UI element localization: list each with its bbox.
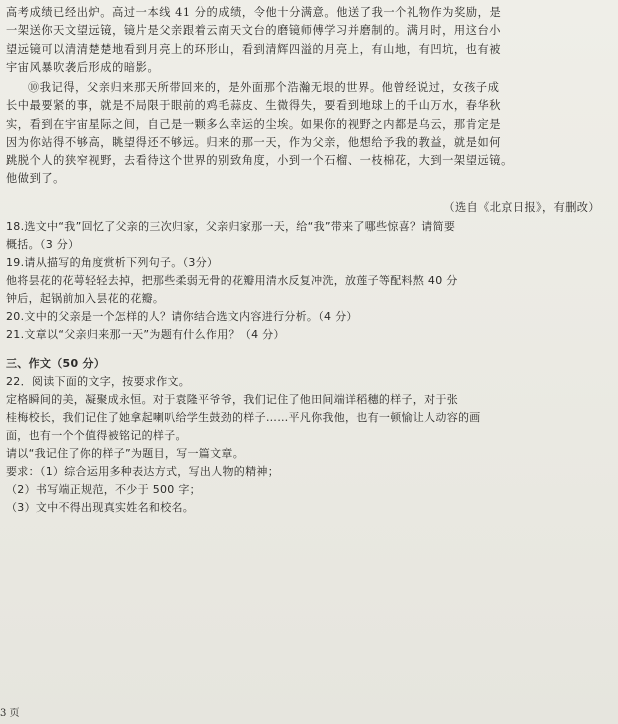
question-line: 18.选文中“我”回忆了父亲的三次归家，父亲归家那一天，给“我”带来了哪些惊喜？请简要 (6, 220, 456, 233)
composition-section (6, 355, 608, 517)
requirement-1: 要求：（1）综合运用多种表达方式，写出人物的精神； (6, 465, 279, 478)
prompt-line: 定格瞬间的美，凝聚成永恒。对于袁隆平爷爷，我们记住了他田间端详稻穗的样子，对于张 (6, 393, 458, 406)
requirement-3: （3）文中不得出现真实姓名和校名。 (6, 501, 195, 514)
passage-line: 他做到了。 (6, 172, 65, 186)
question-22: 22．阅读下面的文字，按要求作文。 (6, 375, 191, 388)
passage-line: 因为你站得不够高，眺望得还不够远。归来的那一天，作为父亲，他想给予我的教益，就是如何 (6, 135, 502, 149)
question-line: 19.请从描写的角度赏析下列句子。（3分） (6, 256, 219, 269)
prompt-line: 桂梅校长，我们记住了她拿起喇叭给学生鼓劲的样子……平凡你我他，也有一顿愉让人动容的画 (6, 411, 481, 424)
passage-line: 宇宙风暴吹袭后形成的暗影。 (6, 60, 160, 74)
task-line: 请以“我记住了你的样子”为题目，写一篇文章。 (6, 447, 244, 460)
question-line: 他将昙花的花萼轻轻去掉，把那些柔弱无骨的花瓣用清水反复冲洗，放莲子等配料熬 40 分 (6, 274, 458, 287)
passage-line: 望远镜可以清清楚楚地看到月亮上的环形山，看到清辉四溢的月亮上，有山地，有凹坑，也有被 (6, 42, 502, 56)
question-line: 概括。（3 分） (6, 238, 80, 251)
prompt-line: 面，也有一个个值得被铭记的样子。 (6, 429, 187, 442)
passage-line: 一架送你天文望远镜，镜片是父亲跟着云南天文台的磨镜师傅学习并磨制的。满月时，用这台小 (6, 24, 502, 38)
questions-block (6, 218, 608, 344)
passage-line: 高考成绩已经出炉。高过一本线 41 分的成绩，令他十分满意。他送了我一个礼物作为奖励，是 (6, 6, 502, 19)
section-heading: 三、作文（50 分） (6, 357, 106, 370)
page-number: 3 页 (0, 708, 20, 719)
question-line: 20.文中的父亲是一个怎样的人？请你结合选文内容进行分析。（4 分） (6, 310, 358, 323)
passage-line: 长中最要紧的事，就是不局限于眼前的鸡毛蒜皮、生微得失，要看到地球上的千山万水，春华秋 (6, 99, 502, 113)
passage-paragraph-1 (6, 4, 608, 77)
source-citation: （选自《北京日报》，有删改） (443, 201, 600, 214)
requirement-2: （2）书写端正规范，不少于 500 字； (6, 483, 201, 496)
passage-line: 实，看到在宇宙星际之间，自己是一颗多么幸运的尘埃。如果你的视野之内都是乌云，那肯定是 (6, 117, 502, 131)
passage-line: 跳脱个人的狭窄视野，去看待这个世界的别致角度，小到一个石榴、一枝棉花，大到一架望远镜。 (6, 154, 513, 168)
passage-line: ⑩我记得，父亲归来那天所带回来的，是外面那个浩瀚无垠的世界。他曾经说过，女孩子成 (28, 81, 500, 94)
passage-paragraph-10 (6, 79, 608, 189)
question-line: 21.文章以“父亲归来那一天”为题有什么作用？（4 分） (6, 328, 285, 341)
question-line: 钟后，起锅前加入昙花的花瓣。 (6, 292, 165, 305)
